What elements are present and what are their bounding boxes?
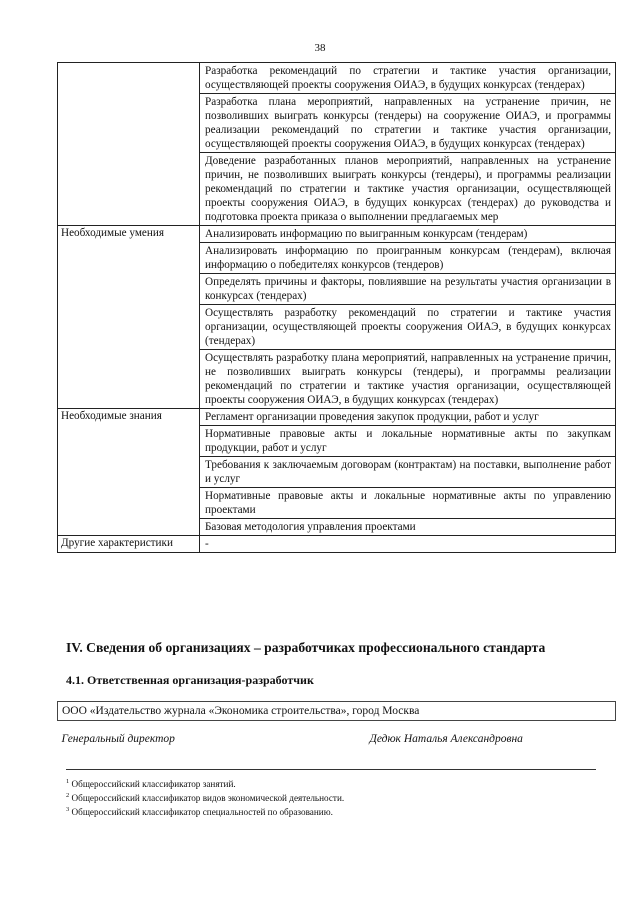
footnote	[66, 790, 596, 804]
row-label: Необходимые знания	[58, 409, 200, 536]
section-title: IV. Сведения об организациях – разработчиках профессионального стандарта	[66, 640, 546, 655]
row-item: Доведение разработанных планов мероприятий, направленных на устранение причин, не позволивших выиграть конкурсы (тендеры), и программы реализации рекомендаций по стратегии и тактике участия организации, осуществляющей проекты сооружения ОИАЭ, в будущих конкурсах (тендерах) до руководства и подготовка проекта приказа о выполнении предлагаемых мер	[200, 153, 616, 226]
footnotes	[66, 769, 596, 818]
row-label: Необходимые умения	[58, 226, 200, 409]
director-name: Дедюк Наталья Александровна	[369, 733, 523, 745]
row-item: Нормативные правовые акты и локальные нормативные акты по закупкам продукции, работ и услуг	[200, 426, 616, 457]
row-label: Другие характеристики	[58, 536, 200, 553]
competency-table	[57, 62, 616, 553]
organization-table	[57, 701, 616, 757]
footnote-text: Общероссийский классификатор специальностей по образованию.	[71, 807, 333, 818]
row-item: Определять причины и факторы, повлиявшие на результаты участия организации в конкурсах (тендерах)	[200, 274, 616, 305]
footnote	[66, 776, 596, 790]
footnote-number: 3	[66, 806, 70, 814]
organization-name: ООО «Издательство журнала «Экономика строительства», город Москва	[58, 702, 616, 721]
director-position: Генеральный директор	[61, 733, 175, 745]
row-item: Анализировать информацию по проигранным конкурсам (тендерам), включая информацию о победителях конкурсов (тендеров)	[200, 243, 616, 274]
row-item: Анализировать информацию по выигранным конкурсам (тендерам)	[200, 226, 616, 243]
footnote	[66, 804, 596, 818]
footnote-text: Общероссийский классификатор занятий.	[71, 779, 236, 790]
row-item: Требования к заключаемым договорам (контрактам) на поставки, выполнение работ и услуг	[200, 457, 616, 488]
table-row	[58, 536, 616, 553]
row-item: Разработка рекомендаций по стратегии и тактике участия организации, осуществляющей проекты сооружения ОИАЭ, в будущих конкурсах (тендерах)	[200, 63, 616, 94]
row-item: -	[200, 536, 616, 553]
row-item: Нормативные правовые акты и локальные нормативные акты по управлению проектами	[200, 488, 616, 519]
row-label	[58, 63, 200, 226]
row-item: Базовая методология управления проектами	[200, 519, 616, 536]
row-item: Осуществлять разработку рекомендаций по стратегии и тактике участия организации, осуществляющей проекты сооружения ОИАЭ, в будущих конкурсах (тендерах)	[200, 305, 616, 350]
footnote-text: Общероссийский классификатор видов экономической деятельности.	[71, 793, 345, 804]
subsection-title: 4.1. Ответственная организация-разработчик	[66, 673, 314, 687]
footnote-number: 1	[66, 778, 70, 785]
row-item: Разработка плана мероприятий, направленных на устранение причин, не позволивших выиграть конкурсы (тендеры) на сооружение ОИАЭ, и программы реализации рекомендаций по стратегии и тактике участия организации, осуществляющей проекты сооружения ОИАЭ, в будущих конкурсах (тендерах)	[200, 94, 616, 153]
table-row	[58, 226, 616, 243]
row-item: Осуществлять разработку плана мероприятий, направленных на устранение причин, не позволивших выиграть конкурсы (тендеры), и программы реализации рекомендаций по стратегии и тактике участия организации, осуществляющей проекты сооружения ОИАЭ, в будущих конкурсах (тендерах)	[200, 350, 616, 409]
table-row	[58, 63, 616, 94]
footnote-number: 2	[66, 792, 70, 800]
row-item: Регламент организации проведения закупок продукции, работ и услуг	[200, 409, 616, 426]
page-number: 38	[314, 42, 326, 54]
table-row	[58, 409, 616, 426]
